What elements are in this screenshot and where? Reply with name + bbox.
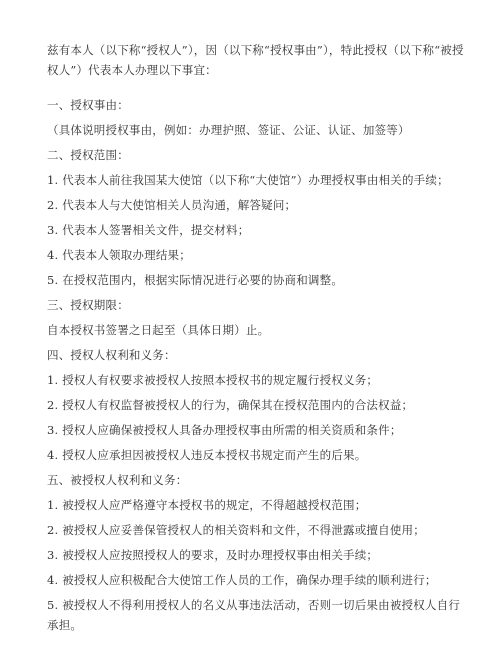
section-5-heading: 五、被授权人权利和义务： [47,473,188,487]
section-5-item-2: 2. 被授权人应妥善保管授权人的相关资料和文件，不得泄露或擅自使用； [47,523,425,537]
section-3-body: 自本授权书签署之日起至（具体日期）止。 [47,323,270,337]
section-5-item-5: 5. 被授权人不得利用授权人的名义从事违法活动，否则一切后果由被授权人自行承担。 [47,598,461,632]
section-1-heading: 一、授权事由： [47,98,129,112]
section-2-item-2: 2. 代表本人与大使馆相关人员沟通，解答疑问； [47,198,297,212]
section-1-body: （具体说明授权事由，例如：办理护照、签证、公证、认证、加签等） [47,123,410,137]
section-5-item-4: 4. 被授权人应积极配合大使馆工作人员的工作，确保办理手续的顺利进行； [47,573,437,587]
section-2-item-4: 4. 代表本人领取办理结果； [47,248,191,262]
section-3-heading: 三、授权期限： [47,298,129,312]
intro-paragraph: 兹有本人（以下称“授权人”），因（以下称“授权事由”），特此授权（以下称“被授权人”）代表本人办理以下事宜： [47,43,464,77]
section-5-item-1: 1. 被授权人应严格遵守本授权书的规定，不得超越授权范围； [47,498,367,512]
section-4-item-2: 2. 授权人有权监督被授权人的行为，确保其在授权范围内的合法权益； [47,398,414,412]
section-4-item-1: 1. 授权人有权要求被授权人按照本授权书的规定履行授权义务； [47,373,379,387]
section-4-item-3: 3. 授权人应确保被授权人具备办理授权事由所需的相关资质和条件； [47,423,402,437]
section-2-item-5: 5. 在授权范围内，根据实际情况进行必要的协商和调整。 [47,273,344,287]
section-2-heading: 二、授权范围： [47,148,129,162]
section-4-heading: 四、授权人权利和义务： [47,348,176,362]
section-5-item-3: 3. 被授权人应按照授权人的要求，及时办理授权事由相关手续； [47,548,379,562]
section-2-item-3: 3. 代表本人签署相关文件，提交材料； [47,223,250,237]
section-2-item-1: 1. 代表本人前往我国某大使馆（以下称“大使馆”）办理授权事由相关的手续； [47,173,449,187]
section-4-item-4: 4. 授权人应承担因被授权人违反本授权书规定而产生的后果。 [47,448,367,462]
